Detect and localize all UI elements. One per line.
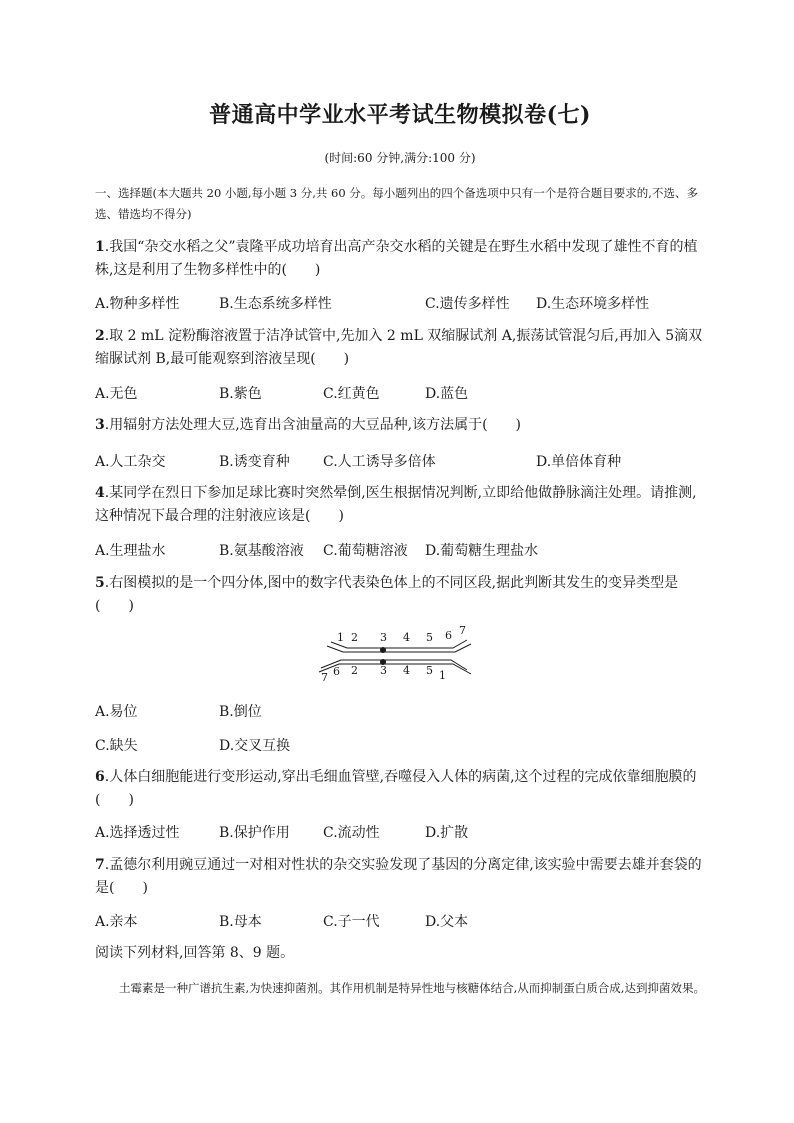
segment-label: 7 bbox=[459, 624, 466, 637]
segment-label: 3 bbox=[380, 664, 387, 677]
option-d[interactable]: D.父本 bbox=[425, 914, 469, 930]
segment-label: 5 bbox=[426, 631, 433, 644]
question-1-options bbox=[95, 293, 705, 313]
question-number: 2 bbox=[95, 328, 105, 344]
option-d[interactable]: D.交叉互换 bbox=[219, 738, 291, 754]
question-4 bbox=[95, 482, 705, 528]
question-5-options-row-2 bbox=[95, 735, 705, 755]
exam-subtitle: (时间:60 分钟,满分:100 分) bbox=[324, 151, 476, 165]
question-text: .某同学在烈日下参加足球比赛时突然晕倒,医生根据情况判断,立即给他做静脉滴注处理。请推测,这种情况下最合理的注射液应该是( ) bbox=[95, 485, 697, 524]
question-text: .右图模拟的是一个四分体,图中的数字代表染色体上的不同区段,据此判断其发生的变异类型是( ) bbox=[95, 575, 679, 614]
option-c[interactable]: C.葡萄糖溶液 bbox=[323, 543, 408, 559]
segment-label: 2 bbox=[351, 664, 358, 677]
question-6 bbox=[95, 766, 705, 812]
segment-label: 5 bbox=[426, 664, 433, 677]
option-b[interactable]: B.倒位 bbox=[219, 704, 262, 720]
segment-label: 6 bbox=[333, 665, 340, 678]
question-text: .孟德尔利用豌豆通过一对相对性状的杂交实验发现了基因的分离定律,该实验中需要去雄并套袋的是( ) bbox=[95, 857, 702, 896]
option-d[interactable]: D.扩散 bbox=[425, 825, 469, 841]
question-number: 1 bbox=[95, 239, 105, 255]
question-text: .人体白细胞能进行变形运动,穿出毛细血管壁,吞噬侵入人体的病菌,这个过程的完成依靠细胞膜的( ) bbox=[95, 769, 697, 808]
option-a[interactable]: A.无色 bbox=[95, 386, 138, 402]
option-d[interactable]: D.蓝色 bbox=[425, 386, 469, 402]
option-c[interactable]: C.缺失 bbox=[95, 738, 138, 754]
option-c[interactable]: C.遗传多样性 bbox=[425, 296, 510, 312]
segment-label: 6 bbox=[445, 629, 452, 642]
question-2-options bbox=[95, 383, 705, 403]
option-d[interactable]: D.单倍体育种 bbox=[536, 454, 622, 470]
segment-label: 1 bbox=[439, 669, 446, 682]
question-6-options bbox=[95, 822, 705, 842]
question-1 bbox=[95, 236, 705, 282]
option-a[interactable]: A.选择透过性 bbox=[95, 825, 180, 841]
page-title: 普通高中学业水平考试生物模拟卷(七) bbox=[209, 102, 591, 128]
option-b[interactable]: B.诱变育种 bbox=[219, 454, 290, 470]
tetrad-diagram bbox=[317, 622, 477, 684]
segment-label: 1 bbox=[337, 631, 344, 644]
question-7-options bbox=[95, 911, 705, 931]
reading-material: 土霉素是一种广谱抗生素,为快速抑菌剂。其作用机制是特异性地与核糖体结合,从而抑制蛋白质合成,达到抑菌效果。 bbox=[119, 981, 705, 995]
question-text: .我国“杂交水稻之父”袁隆平成功培育出高产杂交水稻的关键是在野生水稻中发现了雄性不育的植株,这是利用了生物多样性中的( ) bbox=[95, 239, 698, 278]
option-c[interactable]: C.流动性 bbox=[323, 825, 380, 841]
question-text: .用辐射方法处理大豆,选育出含油量高的大豆品种,该方法属于( ) bbox=[104, 417, 522, 433]
segment-label: 7 bbox=[321, 671, 328, 684]
option-c[interactable]: C.红黄色 bbox=[323, 386, 380, 402]
option-c[interactable]: C.人工诱导多倍体 bbox=[323, 454, 436, 470]
option-b[interactable]: B.氨基酸溶液 bbox=[219, 543, 304, 559]
question-4-options bbox=[95, 540, 705, 560]
question-3-options bbox=[95, 451, 705, 471]
option-c[interactable]: C.子一代 bbox=[323, 914, 380, 930]
option-b[interactable]: B.母本 bbox=[219, 914, 262, 930]
section-intro: 一、选择题(本大题共 20 小题,每小题 3 分,共 60 分。每小题列出的四个备选项中只有一个是符合题目要求的,不选、多选、错选均不得分) bbox=[95, 186, 698, 221]
question-text: .取 2 mL 淀粉酶溶液置于洁净试管中,先加入 2 mL 双缩脲试剂 A,振荡试管混匀后,再加入 5滴双缩脲试剂 B,最可能观察到溶液呈现( ) bbox=[95, 328, 703, 367]
option-a[interactable]: A.亲本 bbox=[95, 914, 138, 930]
option-b[interactable]: B.紫色 bbox=[219, 386, 262, 402]
question-number: 4 bbox=[95, 485, 105, 501]
option-b[interactable]: B.生态系统多样性 bbox=[219, 296, 332, 312]
question-number: 3 bbox=[95, 417, 105, 433]
option-a[interactable]: A.物种多样性 bbox=[95, 296, 180, 312]
question-5 bbox=[95, 572, 705, 618]
question-5-options-row-1 bbox=[95, 701, 705, 721]
segment-label: 4 bbox=[403, 631, 410, 644]
question-7 bbox=[95, 854, 705, 900]
option-b[interactable]: B.保护作用 bbox=[219, 825, 290, 841]
option-a[interactable]: A.生理盐水 bbox=[95, 543, 166, 559]
reading-prompt: 阅读下列材料,回答第 8、9 题。 bbox=[95, 945, 295, 961]
question-2 bbox=[95, 325, 705, 371]
segment-label: 3 bbox=[380, 631, 387, 644]
segment-label: 4 bbox=[403, 664, 410, 677]
question-number: 7 bbox=[95, 857, 105, 873]
chromatid-line bbox=[319, 664, 471, 674]
centromere-dot bbox=[380, 647, 386, 653]
question-number: 6 bbox=[95, 769, 105, 785]
option-a[interactable]: A.人工杂交 bbox=[95, 454, 166, 470]
question-3 bbox=[95, 414, 705, 437]
question-number: 5 bbox=[95, 575, 105, 591]
segment-label: 2 bbox=[351, 631, 358, 644]
option-a[interactable]: A.易位 bbox=[95, 704, 138, 720]
option-d[interactable]: D.生态环境多样性 bbox=[536, 296, 650, 312]
option-d[interactable]: D.葡萄糖生理盐水 bbox=[425, 543, 539, 559]
